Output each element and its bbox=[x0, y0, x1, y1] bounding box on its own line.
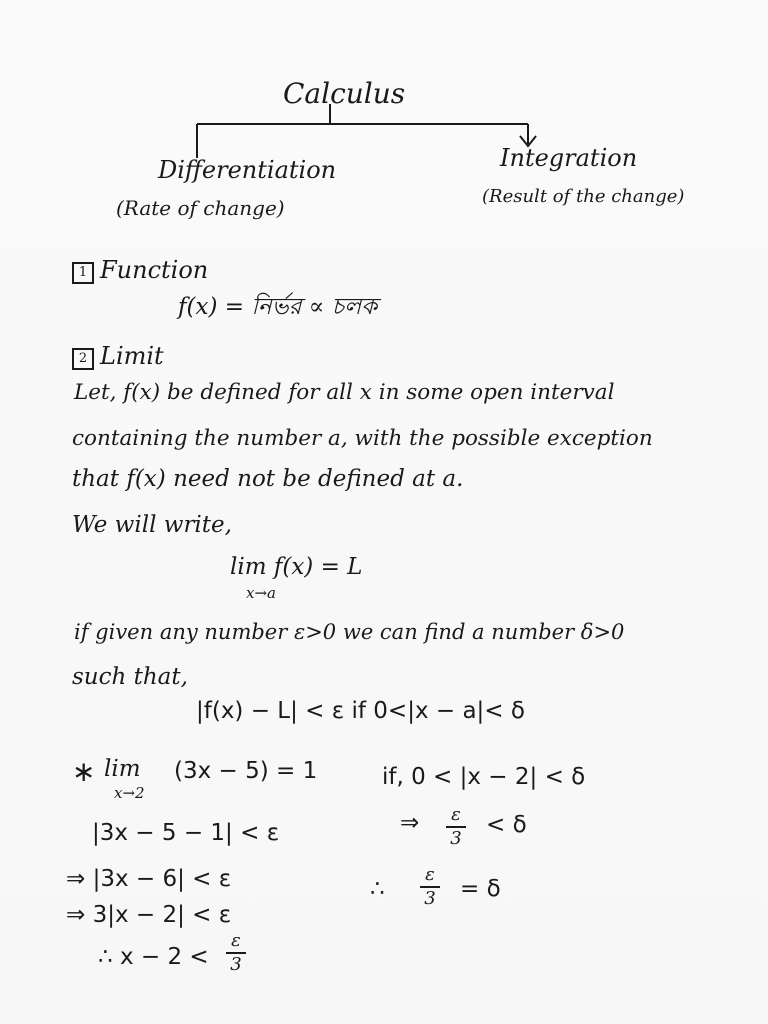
branch-integration-desc: (Result of the change) bbox=[482, 186, 685, 207]
section-limit-heading bbox=[72, 344, 164, 370]
example-lim-expression: (3x − 5) = 1 bbox=[174, 758, 318, 784]
limit-expression: lim f(x) = L bbox=[230, 554, 363, 580]
example-right-line-1: if, 0 < |x − 2| < δ bbox=[382, 764, 586, 790]
example-left-line-4-prefix: ∴ x − 2 < bbox=[98, 944, 209, 970]
function-formula: f(x) = নির্ভর ∝ চলক bbox=[178, 294, 378, 320]
fraction-numerator: ε bbox=[451, 804, 461, 825]
definition-line-1: Let, f(x) be defined for all x in some open interval bbox=[74, 380, 615, 405]
branch-differentiation: Differentiation bbox=[158, 156, 337, 184]
branch-differentiation-desc: (Rate of change) bbox=[116, 196, 285, 220]
example-right-line-3-prefix: ∴ bbox=[370, 876, 385, 902]
example-lim-subscript: x→2 bbox=[114, 784, 145, 802]
fraction-denominator: 3 bbox=[424, 888, 436, 909]
fraction-denominator: 3 bbox=[230, 954, 242, 975]
definition-line-4: We will write, bbox=[72, 512, 232, 538]
example-left-line-4-fraction bbox=[226, 932, 246, 974]
example-right-line-2-fraction bbox=[446, 806, 466, 848]
epsilon-delta-condition: |f(x) − L| < ε if 0<|x − a|< δ bbox=[196, 698, 525, 724]
section-limit-label: Limit bbox=[100, 342, 164, 370]
branch-integration: Integration bbox=[500, 144, 638, 172]
definition-line-6: such that, bbox=[72, 664, 188, 690]
definition-line-3: that f(x) need not be defined at a. bbox=[72, 466, 464, 492]
definition-line-2: containing the number a, with the possible exception bbox=[72, 426, 653, 451]
example-right-line-2-prefix: ⇒ bbox=[400, 810, 420, 836]
limit-subscript: x→a bbox=[246, 584, 276, 602]
section-function-heading bbox=[72, 258, 208, 284]
example-left-line-2: ⇒ |3x − 6| < ε bbox=[66, 866, 232, 892]
example-left-line-1: |3x − 5 − 1| < ε bbox=[92, 820, 280, 846]
example-left-line-3: ⇒ 3|x − 2| < ε bbox=[66, 902, 232, 928]
example-right-line-3-fraction bbox=[420, 866, 440, 908]
example-lim-word: lim bbox=[104, 756, 141, 782]
fraction-denominator: 3 bbox=[450, 828, 462, 849]
section-number-box: 2 bbox=[72, 348, 94, 370]
example-right-line-2-suffix: < δ bbox=[486, 812, 527, 838]
fraction-numerator: ε bbox=[425, 864, 435, 885]
page-title: Calculus bbox=[283, 77, 406, 110]
section-number-box: 1 bbox=[72, 262, 94, 284]
fraction-numerator: ε bbox=[231, 930, 241, 951]
section-function-label: Function bbox=[100, 256, 209, 284]
example-right-line-3-suffix: = δ bbox=[460, 876, 501, 902]
definition-line-5: if given any number ε>0 we can find a number δ>0 bbox=[74, 620, 625, 644]
example-star: ∗ bbox=[72, 755, 96, 788]
